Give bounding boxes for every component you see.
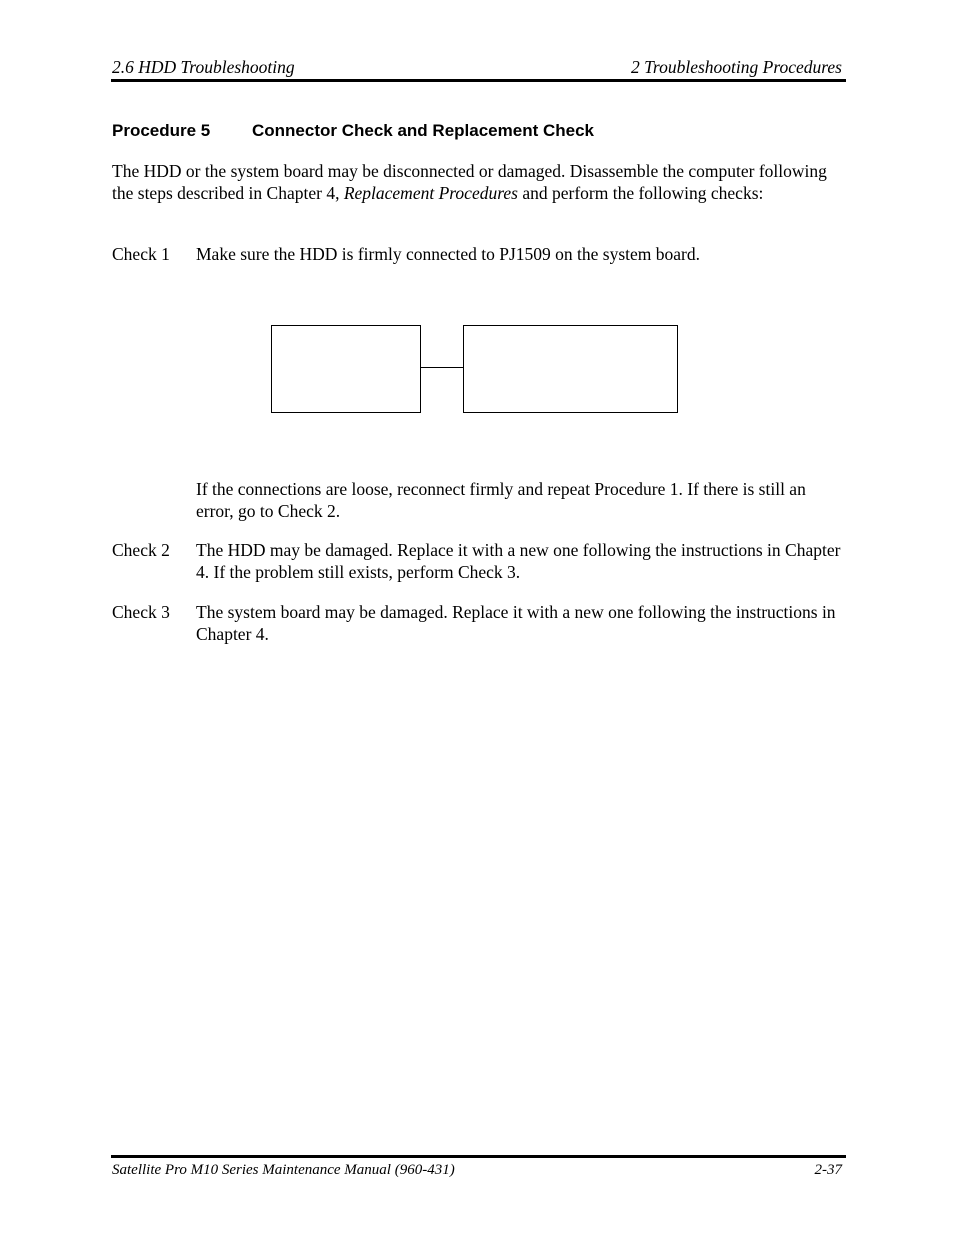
intro-text-after: and perform the following checks:: [517, 183, 764, 203]
page-header: [112, 56, 842, 78]
connector-line: [421, 367, 463, 368]
check-1-text: Make sure the HDD is firmly connected to PJ1509 on the system board.: [196, 244, 701, 264]
procedure-heading: [112, 120, 594, 142]
header-section-title: 2.6 HDD Troubleshooting: [112, 57, 295, 77]
loose-connection-note: If the connections are loose, reconnect firmly and repeat Procedure 1. If there is still an error, go to Check 2.: [196, 479, 806, 521]
footer-page-number: 2-37: [814, 1162, 842, 1178]
system-board-box: [463, 325, 678, 413]
check-2-text: The HDD may be damaged. Replace it with a new one following the instructions in Chapter 4. If the problem still exists, perform Check 3.: [196, 540, 841, 582]
footer-manual-title: Satellite Pro M10 Series Maintenance Manual (960-431): [112, 1162, 455, 1178]
check-3-label: Check 3: [112, 602, 170, 622]
intro-italic-reference: Replacement Procedures: [343, 183, 518, 203]
check-1: [112, 243, 847, 265]
intro-paragraph: [112, 160, 847, 204]
intro-text-before: The HDD or the system board may be disconnected or damaged. Disassemble the computer following the steps described in Chapter 4,: [112, 161, 827, 203]
check-2: [112, 539, 847, 583]
footer-rule: [111, 1155, 846, 1158]
page-footer: [112, 1160, 842, 1180]
procedure-number: Procedure 5: [112, 121, 211, 140]
procedure-title: Connector Check and Replacement Check: [252, 121, 594, 140]
check-3: [112, 601, 847, 645]
connection-diagram: [270, 324, 680, 414]
check-1-label: Check 1: [112, 244, 170, 264]
check-2-label: Check 2: [112, 540, 170, 560]
check-3-text: The system board may be damaged. Replace it with a new one following the instructions in Chapter 4.: [196, 602, 836, 644]
header-chapter-title: 2 Troubleshooting Procedures: [631, 57, 842, 77]
header-rule: [111, 79, 846, 82]
hdd-box: [271, 325, 421, 413]
